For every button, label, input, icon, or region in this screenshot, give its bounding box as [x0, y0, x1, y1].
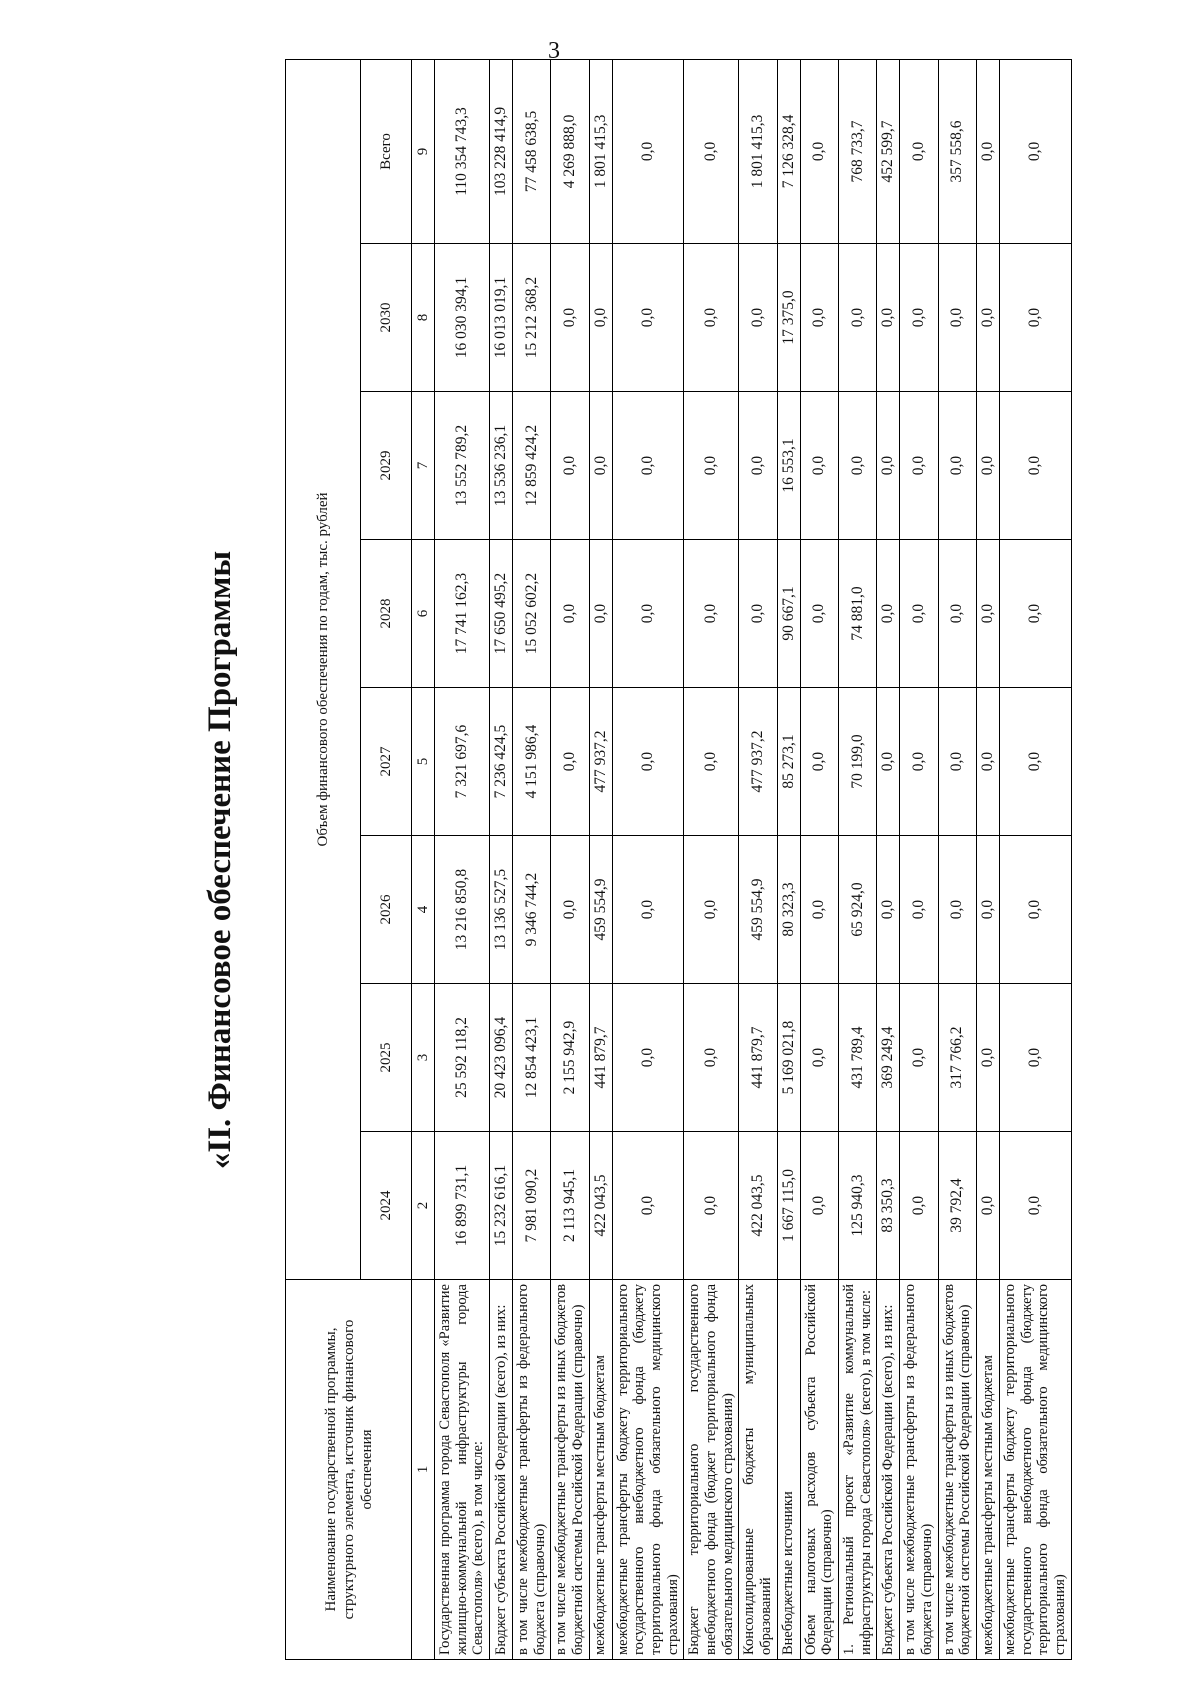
header-year: 2024 — [361, 1132, 412, 1280]
row-value: 0,0 — [938, 244, 976, 392]
column-number: 1 — [412, 1280, 435, 1660]
row-value: 9 346 744,2 — [513, 836, 551, 984]
table-row — [777, 59, 800, 1659]
row-value: 431 789,4 — [839, 984, 877, 1132]
row-value: 0,0 — [1000, 392, 1072, 540]
table-row — [513, 59, 551, 1659]
row-value: 0,0 — [612, 392, 684, 540]
row-label: Бюджет территориального государственного внебюджетного фонда (бюджет территориального фонда обязательного медицинского страхования) — [684, 1280, 739, 1660]
row-value: 1 667 115,0 — [777, 1132, 800, 1280]
table-row — [612, 59, 684, 1659]
row-value: 13 552 789,2 — [435, 392, 490, 540]
table-row — [839, 59, 877, 1659]
row-value: 477 937,2 — [739, 688, 777, 836]
row-value: 0,0 — [900, 688, 938, 836]
header-year: 2026 — [361, 836, 412, 984]
header-volume: Объем финансового обеспечения по годам, тыс. рублей — [286, 59, 361, 1279]
row-value: 0,0 — [551, 688, 589, 836]
row-value: 369 249,4 — [877, 984, 900, 1132]
row-value: 12 859 424,2 — [513, 392, 551, 540]
row-value: 0,0 — [800, 392, 838, 540]
row-value: 0,0 — [589, 540, 612, 688]
row-value: 317 766,2 — [938, 984, 976, 1132]
row-total: 0,0 — [1000, 59, 1072, 243]
row-value: 0,0 — [612, 984, 684, 1132]
row-value: 0,0 — [1000, 688, 1072, 836]
row-value: 0,0 — [938, 540, 976, 688]
column-number: 9 — [412, 59, 435, 243]
row-total: 0,0 — [900, 59, 938, 243]
row-value: 2 155 942,9 — [551, 984, 589, 1132]
table-body — [435, 59, 1072, 1659]
row-value: 0,0 — [900, 1132, 938, 1280]
row-value: 0,0 — [612, 836, 684, 984]
row-value: 70 199,0 — [839, 688, 877, 836]
row-value: 459 554,9 — [589, 836, 612, 984]
row-value: 90 667,1 — [777, 540, 800, 688]
row-value: 16 899 731,1 — [435, 1132, 490, 1280]
row-value: 0,0 — [684, 244, 739, 392]
row-value: 16 553,1 — [777, 392, 800, 540]
row-value: 0,0 — [551, 836, 589, 984]
row-value: 15 052 602,2 — [513, 540, 551, 688]
row-value: 0,0 — [977, 688, 1000, 836]
row-total: 357 558,6 — [938, 59, 976, 243]
row-value: 5 169 021,8 — [777, 984, 800, 1132]
row-value: 0,0 — [684, 836, 739, 984]
row-value: 20 423 096,4 — [490, 984, 513, 1132]
row-value: 15 232 616,1 — [490, 1132, 513, 1280]
column-number: 6 — [412, 540, 435, 688]
row-value: 422 043,5 — [739, 1132, 777, 1280]
row-value: 0,0 — [684, 984, 739, 1132]
row-value: 7 321 697,6 — [435, 688, 490, 836]
table-row — [589, 59, 612, 1659]
row-value: 0,0 — [800, 244, 838, 392]
row-value: 13 216 850,8 — [435, 836, 490, 984]
row-value: 0,0 — [877, 836, 900, 984]
row-value: 441 879,7 — [589, 984, 612, 1132]
header-year: 2030 — [361, 244, 412, 392]
table-row — [977, 59, 1000, 1659]
row-value: 17 375,0 — [777, 244, 800, 392]
row-value: 0,0 — [589, 392, 612, 540]
row-label: в том числе межбюджетные трансферты из федерального бюджета (справочно) — [513, 1280, 551, 1660]
row-value: 0,0 — [684, 392, 739, 540]
row-value: 13 136 527,5 — [490, 836, 513, 984]
row-value: 0,0 — [900, 984, 938, 1132]
row-value: 0,0 — [1000, 836, 1072, 984]
row-value: 0,0 — [800, 1132, 838, 1280]
row-value: 0,0 — [739, 244, 777, 392]
row-total: 452 599,7 — [877, 59, 900, 243]
header-year: 2025 — [361, 984, 412, 1132]
row-value: 0,0 — [900, 244, 938, 392]
row-value: 0,0 — [612, 1132, 684, 1280]
row-value: 0,0 — [739, 540, 777, 688]
row-value: 0,0 — [877, 244, 900, 392]
row-value: 0,0 — [589, 244, 612, 392]
row-value: 0,0 — [1000, 984, 1072, 1132]
row-value: 0,0 — [612, 688, 684, 836]
row-value: 0,0 — [612, 540, 684, 688]
row-value: 85 273,1 — [777, 688, 800, 836]
row-value: 7 981 090,2 — [513, 1132, 551, 1280]
row-value: 13 536 236,1 — [490, 392, 513, 540]
row-total: 1 801 415,3 — [739, 59, 777, 243]
row-value: 0,0 — [977, 836, 1000, 984]
row-value: 0,0 — [977, 392, 1000, 540]
column-number: 8 — [412, 244, 435, 392]
header-year: 2028 — [361, 540, 412, 688]
row-label: в том числе межбюджетные трансферты из иных бюджетов бюджетной системы Российской Федерации (справочно) — [938, 1280, 976, 1660]
rotated-page-content — [185, 60, 1200, 1660]
row-value: 16 013 019,1 — [490, 244, 513, 392]
row-label: Бюджет субъекта Российской Федерации (всего), из них: — [877, 1280, 900, 1660]
row-value: 74 881,0 — [839, 540, 877, 688]
row-value: 0,0 — [877, 688, 900, 836]
row-value: 0,0 — [839, 392, 877, 540]
column-number: 4 — [412, 836, 435, 984]
row-value: 0,0 — [551, 392, 589, 540]
row-value: 0,0 — [800, 984, 838, 1132]
row-total: 77 458 638,5 — [513, 59, 551, 243]
row-total: 768 733,7 — [839, 59, 877, 243]
row-total: 4 269 888,0 — [551, 59, 589, 243]
column-number: 3 — [412, 984, 435, 1132]
row-label: Бюджет субъекта Российской Федерации (всего), из них: — [490, 1280, 513, 1660]
row-value: 125 940,3 — [839, 1132, 877, 1280]
row-value: 441 879,7 — [739, 984, 777, 1132]
header-total: Всего — [361, 59, 412, 243]
row-value: 0,0 — [977, 1132, 1000, 1280]
row-value: 12 854 423,1 — [513, 984, 551, 1132]
row-label: в том числе межбюджетные трансферты из федерального бюджета (справочно) — [900, 1280, 938, 1660]
row-value: 0,0 — [938, 392, 976, 540]
row-value: 0,0 — [938, 836, 976, 984]
column-number: 7 — [412, 392, 435, 540]
row-value: 0,0 — [938, 688, 976, 836]
row-value: 0,0 — [977, 540, 1000, 688]
row-value: 4 151 986,4 — [513, 688, 551, 836]
row-label: Объем налоговых расходов субъекта Российской Федерации (справочно) — [800, 1280, 838, 1660]
row-value: 0,0 — [900, 392, 938, 540]
row-value: 17 650 495,2 — [490, 540, 513, 688]
row-value: 65 924,0 — [839, 836, 877, 984]
row-value: 0,0 — [684, 1132, 739, 1280]
table-row — [490, 59, 513, 1659]
row-label: Государственная программа города Севастополя «Развитие жилищно-коммунальной инфраструктуры города Севастополя» (всего), в том числе: — [435, 1280, 490, 1660]
row-value: 0,0 — [977, 984, 1000, 1132]
row-total: 103 228 414,9 — [490, 59, 513, 243]
row-value: 0,0 — [900, 836, 938, 984]
row-value: 0,0 — [684, 688, 739, 836]
row-label: межбюджетные трансферты бюджету территориального государственного внебюджетного фонда (бюджету территориального фонда обязательного медицинского страхования) — [612, 1280, 684, 1660]
table-row — [938, 59, 976, 1659]
table-row — [739, 59, 777, 1659]
column-number: 2 — [412, 1132, 435, 1280]
row-label: межбюджетные трансферты местным бюджетам — [977, 1280, 1000, 1660]
table-row — [877, 59, 900, 1659]
header-year: 2029 — [361, 392, 412, 540]
table-row — [551, 59, 589, 1659]
page-number: 3 — [548, 38, 560, 64]
row-label: Консолидированные бюджеты муниципальных образований — [739, 1280, 777, 1660]
row-value: 0,0 — [612, 244, 684, 392]
row-label: межбюджетные трансферты бюджету территориального государственного внебюджетного фонда (бюджету территориального фонда обязательного медицинского страхования) — [1000, 1280, 1072, 1660]
row-total: 0,0 — [800, 59, 838, 243]
row-value: 15 212 368,2 — [513, 244, 551, 392]
row-label: Внебюджетные источники — [777, 1280, 800, 1660]
row-value: 0,0 — [800, 688, 838, 836]
row-value: 0,0 — [739, 392, 777, 540]
row-total: 0,0 — [684, 59, 739, 243]
row-total: 7 126 328,4 — [777, 59, 800, 243]
row-value: 25 592 118,2 — [435, 984, 490, 1132]
row-value: 80 323,3 — [777, 836, 800, 984]
row-value: 477 937,2 — [589, 688, 612, 836]
row-value: 0,0 — [1000, 540, 1072, 688]
row-value: 16 030 394,1 — [435, 244, 490, 392]
row-value: 83 350,3 — [877, 1132, 900, 1280]
row-value: 0,0 — [900, 540, 938, 688]
row-value: 0,0 — [1000, 244, 1072, 392]
row-value: 2 113 945,1 — [551, 1132, 589, 1280]
row-label: межбюджетные трансферты местным бюджетам — [589, 1280, 612, 1660]
section-title: «II. Финансовое обеспечение Программы — [202, 550, 238, 1170]
table-row — [1000, 59, 1072, 1659]
row-total: 110 354 743,3 — [435, 59, 490, 243]
row-total: 0,0 — [612, 59, 684, 243]
row-value: 0,0 — [839, 244, 877, 392]
column-number: 5 — [412, 688, 435, 836]
header-name-column: Наименование государственной программы, структурного элемента, источник финансового обеспечения — [286, 1280, 412, 1660]
row-value: 0,0 — [551, 244, 589, 392]
row-value: 0,0 — [877, 540, 900, 688]
row-value: 0,0 — [684, 540, 739, 688]
row-value: 0,0 — [877, 392, 900, 540]
row-total: 1 801 415,3 — [589, 59, 612, 243]
row-total: 0,0 — [977, 59, 1000, 243]
row-value: 0,0 — [800, 540, 838, 688]
financing-table — [285, 59, 1072, 1660]
row-value: 0,0 — [551, 540, 589, 688]
row-value: 17 741 162,3 — [435, 540, 490, 688]
row-label: 1. Региональный проект «Развитие коммунальной инфраструктуры города Севастополя» (всего), в том числе: — [839, 1280, 877, 1660]
row-value: 39 792,4 — [938, 1132, 976, 1280]
table-row — [435, 59, 490, 1659]
header-year: 2027 — [361, 688, 412, 836]
row-label: в том числе межбюджетные трансферты из иных бюджетов бюджетной системы Российской Федерации (справочно) — [551, 1280, 589, 1660]
row-value: 0,0 — [977, 244, 1000, 392]
row-value: 7 236 424,5 — [490, 688, 513, 836]
table-row — [800, 59, 838, 1659]
row-value: 422 043,5 — [589, 1132, 612, 1280]
table-row — [900, 59, 938, 1659]
row-value: 0,0 — [800, 836, 838, 984]
row-value: 0,0 — [1000, 1132, 1072, 1280]
row-value: 459 554,9 — [739, 836, 777, 984]
table-row — [684, 59, 739, 1659]
